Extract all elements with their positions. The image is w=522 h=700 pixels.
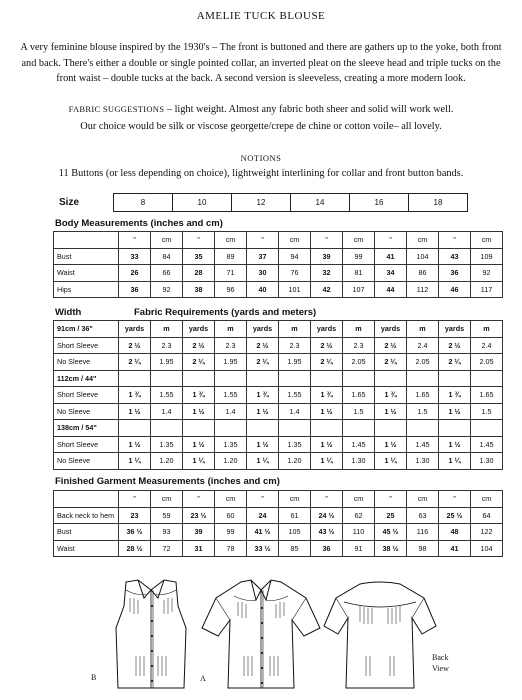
value-cell: 2 ¼ xyxy=(375,354,407,371)
row-label: Short Sleeve xyxy=(54,337,119,354)
empty-cell xyxy=(375,370,407,387)
value-cell: 60 xyxy=(215,507,247,524)
value-cell: 36 xyxy=(119,281,151,298)
sketch-back-view xyxy=(320,576,440,692)
table-row xyxy=(54,387,503,404)
unit-cell: yards xyxy=(311,321,343,338)
value-cell: 34 xyxy=(375,265,407,282)
size-cell: 18 xyxy=(409,194,468,212)
value-cell: 98 xyxy=(407,540,439,557)
table-row xyxy=(54,491,503,508)
value-cell: 105 xyxy=(279,524,311,541)
unit-cell: " xyxy=(439,491,471,508)
value-cell: 36 ½ xyxy=(119,524,151,541)
empty-cell xyxy=(279,420,311,437)
unit-cell: cm xyxy=(279,491,311,508)
size-cell: 12 xyxy=(232,194,291,212)
body-measurements-table xyxy=(53,231,503,298)
value-cell: 104 xyxy=(407,248,439,265)
value-cell: 1.95 xyxy=(279,354,311,371)
value-cell: 2 ½ xyxy=(119,337,151,354)
width-group-label: 112cm / 44" xyxy=(54,370,119,387)
width-label: Width xyxy=(55,307,82,318)
value-cell: 1.65 xyxy=(343,387,375,404)
value-cell: 1.4 xyxy=(279,403,311,420)
value-cell: 1.20 xyxy=(279,453,311,470)
table-row xyxy=(54,507,503,524)
value-cell: 2 ¼ xyxy=(439,354,471,371)
unit-cell: m xyxy=(215,321,247,338)
unit-cell: m xyxy=(279,321,311,338)
unit-cell: cm xyxy=(471,232,503,249)
value-cell: 1 ¾ xyxy=(439,387,471,404)
value-cell: 39 xyxy=(311,248,343,265)
value-cell: 36 xyxy=(439,265,471,282)
value-cell: 66 xyxy=(151,265,183,282)
size-label: Size xyxy=(59,197,80,208)
size-table xyxy=(57,193,468,212)
value-cell: 85 xyxy=(279,540,311,557)
unit-cell: cm xyxy=(215,491,247,508)
value-cell: 1.55 xyxy=(279,387,311,404)
unit-cell: " xyxy=(375,491,407,508)
unit-cell: " xyxy=(311,491,343,508)
value-cell: 38 ½ xyxy=(375,540,407,557)
value-cell: 1.30 xyxy=(343,453,375,470)
value-cell: 122 xyxy=(471,524,503,541)
value-cell: 28 ½ xyxy=(119,540,151,557)
size-cell: 8 xyxy=(114,194,173,212)
table-row xyxy=(54,453,503,470)
finished-measurements-title: Finished Garment Measurements (inches and cm) xyxy=(55,476,280,487)
value-cell: 1 ¾ xyxy=(183,387,215,404)
table-row xyxy=(54,420,503,437)
value-cell: 23 xyxy=(119,507,151,524)
value-cell: 112 xyxy=(407,281,439,298)
value-cell: 1.65 xyxy=(407,387,439,404)
value-cell: 2 ½ xyxy=(439,337,471,354)
caption-b: B xyxy=(91,673,97,682)
value-cell: 1 ½ xyxy=(439,403,471,420)
empty-cell xyxy=(471,420,503,437)
sketch-sleeveless-front xyxy=(96,576,206,692)
unit-cell: m xyxy=(151,321,183,338)
unit-cell: m xyxy=(343,321,375,338)
unit-cell: " xyxy=(375,232,407,249)
value-cell: 101 xyxy=(279,281,311,298)
unit-cell: " xyxy=(119,232,151,249)
row-label xyxy=(54,232,119,249)
value-cell: 78 xyxy=(215,540,247,557)
value-cell: 25 xyxy=(375,507,407,524)
table-row xyxy=(54,540,503,557)
unit-cell: cm xyxy=(343,491,375,508)
value-cell: 1 ½ xyxy=(311,403,343,420)
empty-cell xyxy=(119,370,151,387)
value-cell: 30 xyxy=(247,265,279,282)
value-cell: 2.3 xyxy=(279,337,311,354)
value-cell: 1 ¾ xyxy=(375,387,407,404)
value-cell: 45 ½ xyxy=(375,524,407,541)
value-cell: 117 xyxy=(471,281,503,298)
finished-measurements-table xyxy=(53,490,503,557)
empty-cell xyxy=(151,370,183,387)
value-cell: 48 xyxy=(439,524,471,541)
value-cell: 1 ½ xyxy=(247,403,279,420)
value-cell: 1 ¾ xyxy=(119,387,151,404)
width-group-label: 91cm / 36" xyxy=(54,321,119,338)
value-cell: 2.05 xyxy=(471,354,503,371)
value-cell: 33 xyxy=(119,248,151,265)
value-cell: 1 ¼ xyxy=(439,453,471,470)
unit-cell: m xyxy=(407,321,439,338)
value-cell: 2.3 xyxy=(151,337,183,354)
empty-cell xyxy=(279,370,311,387)
value-cell: 107 xyxy=(343,281,375,298)
value-cell: 2 ½ xyxy=(183,337,215,354)
value-cell: 2 ¼ xyxy=(119,354,151,371)
width-group-label: 138cm / 54" xyxy=(54,420,119,437)
value-cell: 1.35 xyxy=(279,436,311,453)
unit-cell: yards xyxy=(119,321,151,338)
value-cell: 109 xyxy=(471,248,503,265)
unit-cell: cm xyxy=(343,232,375,249)
table-row xyxy=(54,524,503,541)
row-label: Short Sleeve xyxy=(54,436,119,453)
value-cell: 1.20 xyxy=(215,453,247,470)
value-cell: 23 ½ xyxy=(183,507,215,524)
value-cell: 1 ¼ xyxy=(311,453,343,470)
value-cell: 86 xyxy=(407,265,439,282)
value-cell: 1 ½ xyxy=(183,403,215,420)
empty-cell xyxy=(247,420,279,437)
value-cell: 1.65 xyxy=(471,387,503,404)
value-cell: 31 xyxy=(183,540,215,557)
size-cell: 14 xyxy=(291,194,350,212)
row-label: No Sleeve xyxy=(54,453,119,470)
unit-cell: " xyxy=(247,232,279,249)
value-cell: 41 xyxy=(375,248,407,265)
value-cell: 104 xyxy=(471,540,503,557)
value-cell: 43 ½ xyxy=(311,524,343,541)
value-cell: 64 xyxy=(471,507,503,524)
value-cell: 36 xyxy=(311,540,343,557)
table-row xyxy=(54,232,503,249)
value-cell: 59 xyxy=(151,507,183,524)
value-cell: 1.45 xyxy=(471,436,503,453)
unit-cell: cm xyxy=(151,491,183,508)
unit-cell: yards xyxy=(439,321,471,338)
unit-cell: " xyxy=(119,491,151,508)
value-cell: 84 xyxy=(151,248,183,265)
empty-cell xyxy=(215,420,247,437)
value-cell: 1 ¼ xyxy=(119,453,151,470)
value-cell: 72 xyxy=(151,540,183,557)
row-label: Back neck to hem xyxy=(54,507,119,524)
intro-paragraph: A very feminine blouse inspired by the 1930's – The front is buttoned and there are gathers up to the yoke, both front and back. There's either a double or single pointed collar, an inverted pleat on the sleeve head and triple tucks on the front waist – double tucks at the back. A second version is sleeveless, creating a more modern look. xyxy=(20,42,502,84)
row-label: No Sleeve xyxy=(54,403,119,420)
fabric-requirements-title: Fabric Requirements (yards and meters) xyxy=(134,307,317,318)
value-cell: 2 ½ xyxy=(311,337,343,354)
value-cell: 76 xyxy=(279,265,311,282)
unit-cell: " xyxy=(311,232,343,249)
unit-cell: " xyxy=(439,232,471,249)
value-cell: 1.45 xyxy=(407,436,439,453)
value-cell: 92 xyxy=(471,265,503,282)
value-cell: 37 xyxy=(247,248,279,265)
unit-cell: cm xyxy=(407,491,439,508)
page-title: AMELIE TUCK BLOUSE xyxy=(196,10,326,22)
row-label: Waist xyxy=(54,540,119,557)
value-cell: 2 ½ xyxy=(247,337,279,354)
table-row xyxy=(54,370,503,387)
table-row xyxy=(54,403,503,420)
value-cell: 92 xyxy=(151,281,183,298)
unit-cell: " xyxy=(183,232,215,249)
value-cell: 1.5 xyxy=(343,403,375,420)
value-cell: 25 ½ xyxy=(439,507,471,524)
value-cell: 2.4 xyxy=(407,337,439,354)
unit-cell: yards xyxy=(247,321,279,338)
unit-cell: " xyxy=(247,491,279,508)
row-label: No Sleeve xyxy=(54,354,119,371)
value-cell: 63 xyxy=(407,507,439,524)
empty-cell xyxy=(375,420,407,437)
value-cell: 41 xyxy=(439,540,471,557)
caption-a: A xyxy=(200,674,206,683)
unit-cell: m xyxy=(471,321,503,338)
value-cell: 1 ¼ xyxy=(247,453,279,470)
value-cell: 1 ¼ xyxy=(183,453,215,470)
fabric-suggestions xyxy=(14,101,508,135)
size-cell: 16 xyxy=(350,194,409,212)
empty-cell xyxy=(407,370,439,387)
fabric-line-1: – light weight. Almost any fabric both sheer and solid will work well. xyxy=(164,104,454,115)
value-cell: 24 xyxy=(247,507,279,524)
value-cell: 93 xyxy=(151,524,183,541)
table-row xyxy=(54,436,503,453)
value-cell: 38 xyxy=(183,281,215,298)
value-cell: 2.3 xyxy=(215,337,247,354)
value-cell: 2 ¼ xyxy=(247,354,279,371)
value-cell: 62 xyxy=(343,507,375,524)
value-cell: 46 xyxy=(439,281,471,298)
row-label: Hips xyxy=(54,281,119,298)
value-cell: 81 xyxy=(343,265,375,282)
unit-cell: cm xyxy=(215,232,247,249)
table-row xyxy=(54,354,503,371)
value-cell: 1.95 xyxy=(215,354,247,371)
table-row xyxy=(54,337,503,354)
value-cell: 1 ¼ xyxy=(375,453,407,470)
unit-cell: cm xyxy=(471,491,503,508)
value-cell: 26 xyxy=(119,265,151,282)
value-cell: 1.5 xyxy=(471,403,503,420)
unit-cell: cm xyxy=(151,232,183,249)
value-cell: 28 xyxy=(183,265,215,282)
body-measurements-title: Body Measurements (inches and cm) xyxy=(55,218,223,229)
empty-cell xyxy=(119,420,151,437)
value-cell: 1 ¾ xyxy=(247,387,279,404)
row-label: Short Sleeve xyxy=(54,387,119,404)
value-cell: 1.35 xyxy=(151,436,183,453)
value-cell: 1.20 xyxy=(151,453,183,470)
value-cell: 43 xyxy=(439,248,471,265)
value-cell: 96 xyxy=(215,281,247,298)
empty-cell xyxy=(407,420,439,437)
value-cell: 1 ¾ xyxy=(311,387,343,404)
value-cell: 1.35 xyxy=(215,436,247,453)
empty-cell xyxy=(215,370,247,387)
value-cell: 2.3 xyxy=(343,337,375,354)
value-cell: 1.55 xyxy=(151,387,183,404)
value-cell: 91 xyxy=(343,540,375,557)
value-cell: 1.4 xyxy=(151,403,183,420)
notions-text: 11 Buttons (or less depending on choice), lightweight interlining for collar and front button bands. xyxy=(58,168,464,179)
fabric-requirements-table xyxy=(53,320,503,470)
value-cell: 42 xyxy=(311,281,343,298)
value-cell: 1 ½ xyxy=(375,403,407,420)
row-label: Bust xyxy=(54,248,119,265)
value-cell: 1 ½ xyxy=(311,436,343,453)
value-cell: 1.4 xyxy=(215,403,247,420)
empty-cell xyxy=(311,370,343,387)
value-cell: 71 xyxy=(215,265,247,282)
empty-cell xyxy=(151,420,183,437)
empty-cell xyxy=(183,370,215,387)
value-cell: 1 ½ xyxy=(247,436,279,453)
unit-cell: cm xyxy=(407,232,439,249)
value-cell: 1.95 xyxy=(151,354,183,371)
value-cell: 44 xyxy=(375,281,407,298)
empty-cell xyxy=(247,370,279,387)
sketch-short-sleeve-front xyxy=(196,576,326,692)
value-cell: 2 ¼ xyxy=(183,354,215,371)
value-cell: 24 ½ xyxy=(311,507,343,524)
value-cell: 32 xyxy=(311,265,343,282)
value-cell: 2.05 xyxy=(343,354,375,371)
value-cell: 35 xyxy=(183,248,215,265)
value-cell: 99 xyxy=(343,248,375,265)
value-cell: 89 xyxy=(215,248,247,265)
row-label: Waist xyxy=(54,265,119,282)
value-cell: 61 xyxy=(279,507,311,524)
value-cell: 2.05 xyxy=(407,354,439,371)
empty-cell xyxy=(439,420,471,437)
value-cell: 110 xyxy=(343,524,375,541)
table-row xyxy=(54,281,503,298)
value-cell: 116 xyxy=(407,524,439,541)
value-cell: 1 ½ xyxy=(183,436,215,453)
empty-cell xyxy=(343,370,375,387)
value-cell: 1 ½ xyxy=(119,436,151,453)
fabric-line-2: Our choice would be silk or viscose georgette/crepe de chine or cotton voile– all lovely. xyxy=(80,120,442,132)
value-cell: 2.4 xyxy=(471,337,503,354)
unit-cell: cm xyxy=(279,232,311,249)
unit-cell: " xyxy=(183,491,215,508)
size-cell: 10 xyxy=(173,194,232,212)
table-row xyxy=(54,248,503,265)
value-cell: 1.45 xyxy=(343,436,375,453)
value-cell: 1.30 xyxy=(407,453,439,470)
value-cell: 41 ½ xyxy=(247,524,279,541)
value-cell: 1.5 xyxy=(407,403,439,420)
value-cell: 94 xyxy=(279,248,311,265)
value-cell: 1 ½ xyxy=(439,436,471,453)
empty-cell xyxy=(343,420,375,437)
value-cell: 2 ½ xyxy=(375,337,407,354)
notions-heading: NOTIONS xyxy=(240,153,282,163)
value-cell: 1.30 xyxy=(471,453,503,470)
empty-cell xyxy=(311,420,343,437)
value-cell: 39 xyxy=(183,524,215,541)
row-label: Bust xyxy=(54,524,119,541)
value-cell: 2 ¼ xyxy=(311,354,343,371)
caption-back-view: Back View xyxy=(432,653,449,673)
value-cell: 1 ½ xyxy=(375,436,407,453)
empty-cell xyxy=(471,370,503,387)
value-cell: 99 xyxy=(215,524,247,541)
unit-cell: yards xyxy=(183,321,215,338)
table-row xyxy=(54,265,503,282)
empty-cell xyxy=(439,370,471,387)
value-cell: 40 xyxy=(247,281,279,298)
value-cell: 1 ½ xyxy=(119,403,151,420)
value-cell: 33 ½ xyxy=(247,540,279,557)
table-row xyxy=(54,321,503,338)
fabric-label: FABRIC SUGGESTIONS xyxy=(68,104,165,114)
row-label xyxy=(54,491,119,508)
value-cell: 1.55 xyxy=(215,387,247,404)
empty-cell xyxy=(183,420,215,437)
unit-cell: yards xyxy=(375,321,407,338)
